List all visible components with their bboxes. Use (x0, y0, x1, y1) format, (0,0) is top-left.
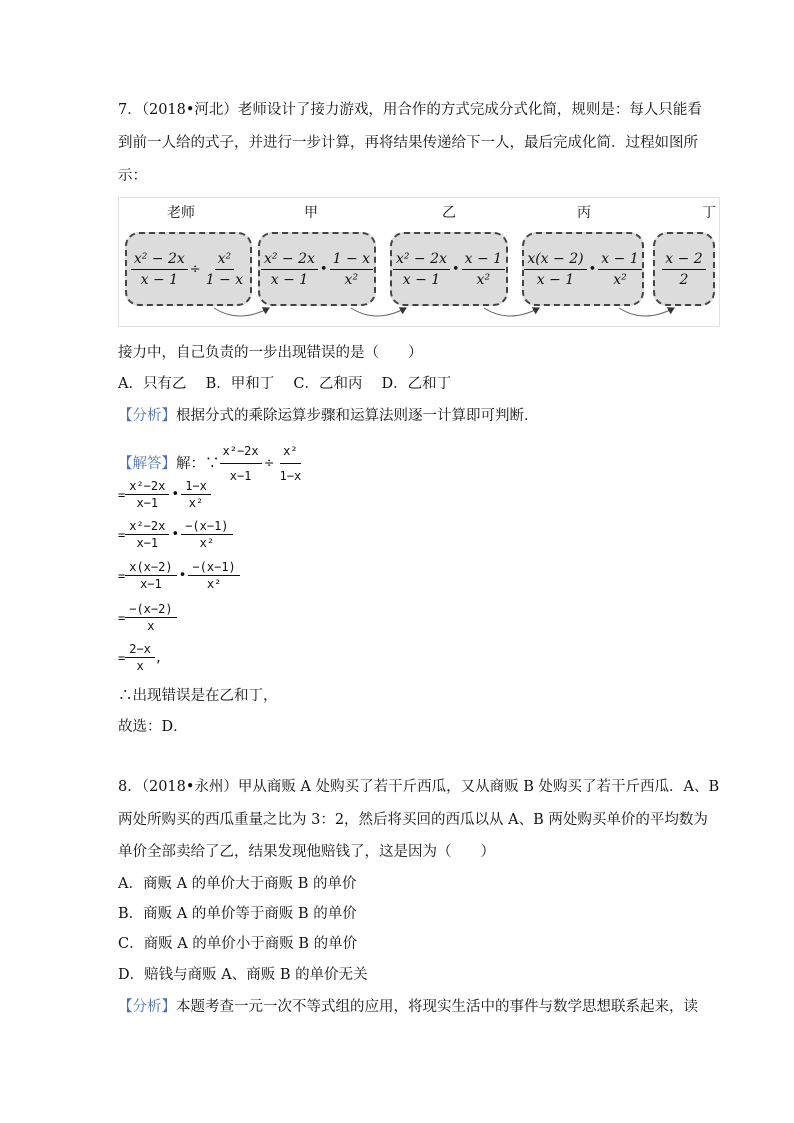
role-bing: 丙 (577, 205, 591, 221)
q8-line3: 单价全部卖给了乙，结果发现他赔钱了，这是因为（ ） (118, 844, 495, 860)
box-teacher: $\frac{\text{x² − 2x}}{x - 1}$ ÷ $\frac{\text{x²}}{1 - x}$ (125, 232, 252, 306)
step-3: = $\frac{x(x-2)}{x-1}$ • $\frac{-(x-1)}{\text{x²}}$ (118, 559, 240, 592)
box-ding: $\frac{x - 2}{2}$ (653, 232, 715, 306)
step-2: = $\frac{\text{x²−2x}}{x-1}$ • $\frac{-(x-1)}{\text{x²}}$ (118, 518, 233, 551)
box-jia: $\frac{\text{x² − 2x}}{x - 1}$ • $\frac{1 - x}{\text{x²}}$ (258, 232, 376, 306)
arrow-icon (351, 308, 406, 316)
relay-figure (118, 197, 720, 327)
arrow-icon (484, 308, 539, 316)
fraction: $\frac{\text{x²}}{1 - x}$ (205, 250, 244, 288)
q8-line2: 两处所购买的西瓜重量之比为 3：2，然后将买回的西瓜以从 A、B 两处购买单价的平均数为 (118, 812, 708, 828)
step-1: = $\frac{\text{x²−2x}}{x-1}$ • $\frac{1-x}{\text{x²}}$ (118, 478, 211, 511)
q7-options: A．只有乙 B．甲和丁 C．乙和丙 D．乙和丁 (118, 376, 452, 392)
q8-option-c: C．商贩 A 的单价小于商贩 B 的单价 (118, 936, 358, 952)
q8-option-b: B．商贩 A 的单价等于商贩 B 的单价 (118, 906, 357, 922)
q7-question: 接力中，自己负责的一步出现错误的是（ ） (118, 345, 423, 361)
q7-line1: 7．（2018•河北）老师设计了接力游戏，用合作的方式完成分式化简，规则是：每人只能看 (118, 102, 702, 118)
q8-option-d: D．赔钱与商贩 A、商贩 B 的单价无关 (118, 967, 368, 983)
q7-solution-row: 【解答】 解：∵ $\frac{\text{x²−2x}}{x-1}$ ÷ $\frac{\text{x²}}{1-x}$ (118, 441, 304, 486)
relay-arrows (119, 198, 719, 326)
fraction: $\frac{\text{x² − 2x}}{x - 1}$ (131, 251, 188, 288)
analysis-tag: 【分析】 (118, 408, 176, 424)
role-yi: 乙 (442, 205, 456, 221)
q8-line1: 8．（2018•永州）甲从商贩 A 处购买了若干斤西瓜，又从商贩 B 处购买了若干斤西瓜．A、B (118, 779, 720, 795)
role-jia: 甲 (304, 205, 318, 221)
q7-analysis: 【分析】根据分式的乘除运算步骤和运算法则逐一计算即可判断． (118, 408, 539, 424)
q8-option-a: A．商贩 A 的单价大于商贩 B 的单价 (118, 876, 357, 892)
arrow-icon (214, 308, 269, 316)
analysis-tag: 【分析】 (118, 999, 176, 1015)
box-bing: $\frac{x(x - 2)}{x - 1}$ • $\frac{x - 1}{\text{x²}}$ (522, 232, 644, 306)
q8-analysis: 【分析】本题考查一元一次不等式组的应用，将现实生活中的事件与数学思想联系起来，读 (118, 999, 698, 1015)
q7-answer: 故选：D． (118, 719, 188, 735)
role-ding: 丁 (702, 205, 716, 221)
solution-tag: 【解答】 (118, 455, 176, 472)
q7-line3: 示： (118, 168, 147, 184)
arrow-icon (619, 308, 674, 316)
q7-line2: 到前一人给的式子，并进行一步计算，再将结果传递给下一人，最后完成化简．过程如图所 (118, 135, 698, 151)
step-5: = $\frac{2-x}{x}$ , (118, 642, 163, 673)
step-4: = $\frac{-(x-2)}{x}$ (118, 601, 177, 634)
box-yi: $\frac{\text{x² − 2x}}{x - 1}$ • $\frac{x - 1}{\text{x²}}$ (390, 232, 508, 306)
q7-conclusion: ∴出现错误是在乙和丁， (118, 688, 278, 704)
role-teacher: 老师 (167, 205, 195, 221)
